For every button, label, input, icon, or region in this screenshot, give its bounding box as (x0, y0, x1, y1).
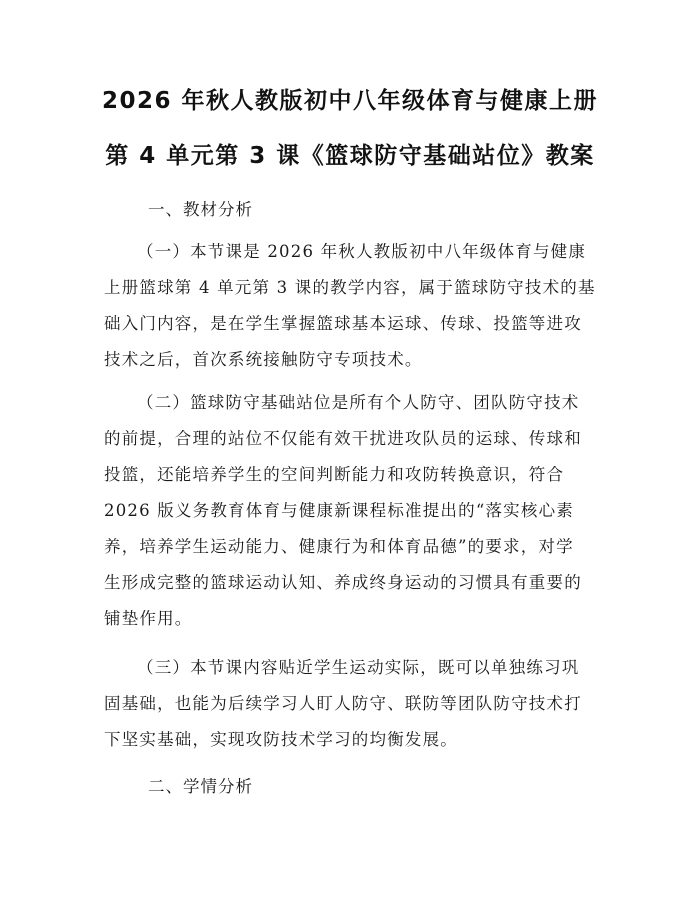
paragraph-2-line: 养，培养学生运动能力、健康行为和体育品德”的要求，对学 (104, 537, 574, 556)
paragraph-3 (104, 650, 600, 758)
paragraph-1-line: 上册篮球第 4 单元第 3 课的教学内容，属于篮球防守技术的基 (104, 278, 596, 297)
paragraph-2-line: 投篮，还能培养学生的空间判断能力和攻防转换意识，符合 (104, 465, 565, 484)
section-heading-learner-analysis: 二、学情分析 (148, 777, 253, 796)
paragraph-2-line: （二）篮球防守基础站位是所有个人防守、团队防守技术 (137, 393, 580, 412)
paragraph-1 (104, 234, 600, 378)
paragraph-3-line: （三）本节课内容贴近学生运动实际，既可以单独练习巩 (137, 658, 580, 677)
document-title-line1: 2026 年秋人教版初中八年级体育与健康上册 (101, 88, 599, 114)
section-heading-textbook-analysis: 一、教材分析 (148, 200, 253, 219)
paragraph-2-line: 2026 版义务教育体育与健康新课程标准提出的“落实核心素 (104, 501, 574, 520)
paragraph-1-line: 技术之后，首次系统接触防守专项技术。 (104, 350, 423, 369)
paragraph-2-line: 铺垫作用。 (104, 609, 193, 628)
paragraph-2-line: 生形成完整的篮球运动认知、养成终身运动的习惯具有重要的 (104, 573, 582, 592)
paragraph-3-line: 下坚实基础，实现攻防技术学习的均衡发展。 (104, 730, 458, 749)
paragraph-1-line: 础入门内容，是在学生掌握篮球基本运球、传球、投篮等进攻 (104, 314, 582, 333)
paragraph-2 (104, 385, 600, 637)
paragraph-1-line: （一）本节课是 2026 年秋人教版初中八年级体育与健康 (137, 242, 587, 261)
paragraph-2-line: 的前提，合理的站位不仅能有效干扰进攻队员的运球、传球和 (104, 429, 582, 448)
paragraph-3-line: 固基础，也能为后续学习人盯人防守、联防等团队防守技术打 (104, 694, 582, 713)
document-title-line2: 第 4 单元第 3 课《篮球防守基础站位》教案 (105, 143, 595, 169)
